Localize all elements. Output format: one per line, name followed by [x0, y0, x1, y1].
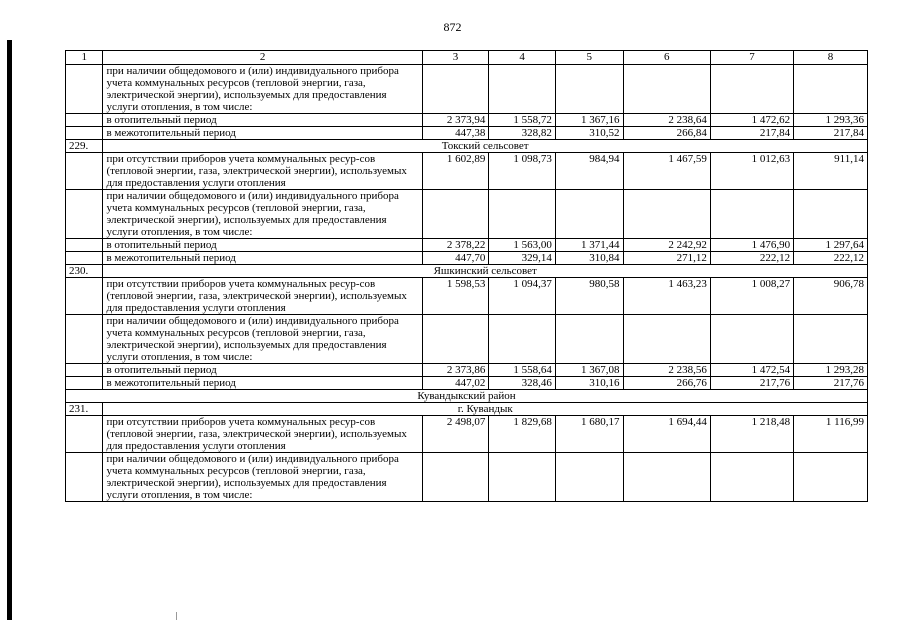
section-title: Яшкинский сельсовет — [103, 265, 868, 278]
tariff-value — [794, 65, 868, 114]
tariff-value: 1 008,27 — [710, 278, 793, 315]
column-number: 8 — [794, 51, 868, 65]
tariff-value: 217,84 — [794, 127, 868, 140]
tariff-value — [710, 453, 793, 502]
tariff-table — [65, 50, 868, 502]
tariff-value — [489, 315, 556, 364]
tariff-value — [555, 65, 623, 114]
tariff-value — [623, 190, 710, 239]
tariff-value: 1 094,37 — [489, 278, 556, 315]
row-number — [66, 377, 103, 390]
row-description: при отсутствии приборов учета коммунальных ресур-сов (тепловой энергии, газа, электрической энергии), используемых для предоставления услуги отопления — [103, 416, 422, 453]
tariff-value: 2 378,22 — [422, 239, 489, 252]
row-number: 231. — [66, 403, 103, 416]
row-description: в отопительный период — [103, 364, 422, 377]
tariff-value: 1 098,73 — [489, 153, 556, 190]
tariff-value: 1 476,90 — [710, 239, 793, 252]
tariff-value: 1 602,89 — [422, 153, 489, 190]
tariff-value — [422, 65, 489, 114]
row-number — [66, 190, 103, 239]
tariff-value — [623, 65, 710, 114]
tariff-value: 1 558,72 — [489, 114, 556, 127]
row-description: при отсутствии приборов учета коммунальных ресур-сов (тепловой энергии, газа, электрической энергии), используемых для предоставления услуги отопления — [103, 153, 422, 190]
tariff-value: 1 116,99 — [794, 416, 868, 453]
tariff-value — [623, 315, 710, 364]
tariff-value: 329,14 — [489, 252, 556, 265]
table-row — [66, 153, 868, 190]
tariff-value: 1 293,36 — [794, 114, 868, 127]
row-description: в отопительный период — [103, 239, 422, 252]
tariff-value: 217,84 — [710, 127, 793, 140]
tariff-value: 328,46 — [489, 377, 556, 390]
row-number — [66, 114, 103, 127]
row-number — [66, 153, 103, 190]
table-row — [66, 315, 868, 364]
tariff-value: 906,78 — [794, 278, 868, 315]
table-row — [66, 278, 868, 315]
section-row — [66, 403, 868, 416]
row-description: в межотопительный период — [103, 377, 422, 390]
table-row — [66, 453, 868, 502]
tariff-value: 2 242,92 — [623, 239, 710, 252]
tariff-value: 2 238,64 — [623, 114, 710, 127]
tariff-value — [794, 190, 868, 239]
tariff-value — [422, 315, 489, 364]
tariff-value: 2 498,07 — [422, 416, 489, 453]
row-number — [66, 127, 103, 140]
tariff-value — [794, 453, 868, 502]
tariff-value: 1 293,28 — [794, 364, 868, 377]
tariff-value: 310,84 — [555, 252, 623, 265]
row-number — [66, 278, 103, 315]
tariff-value: 2 373,86 — [422, 364, 489, 377]
column-number: 2 — [103, 51, 422, 65]
row-description: при наличии общедомового и (или) индивидуального прибора учета коммунальных ресурсов (тепловой энергии, газа, электрической энергии), используемых для предоставления услуги отопления, в том числе: — [103, 453, 422, 502]
row-number — [66, 315, 103, 364]
row-description: в межотопительный период — [103, 127, 422, 140]
tariff-value — [555, 190, 623, 239]
row-number: 230. — [66, 265, 103, 278]
tariff-value: 1 367,08 — [555, 364, 623, 377]
tariff-value: 1 367,16 — [555, 114, 623, 127]
tariff-value — [422, 190, 489, 239]
row-number — [66, 364, 103, 377]
table-row — [66, 190, 868, 239]
row-number — [66, 453, 103, 502]
tariff-value: 1 829,68 — [489, 416, 556, 453]
row-description: в отопительный период — [103, 114, 422, 127]
tariff-value: 2 373,94 — [422, 114, 489, 127]
column-number: 1 — [66, 51, 103, 65]
tariff-value — [794, 315, 868, 364]
tariff-value: 310,52 — [555, 127, 623, 140]
page-number: 872 — [443, 20, 462, 34]
tariff-value: 1 218,48 — [710, 416, 793, 453]
tariff-value: 447,02 — [422, 377, 489, 390]
tariff-value: 1 563,00 — [489, 239, 556, 252]
tariff-value — [710, 315, 793, 364]
column-number-row — [66, 51, 868, 65]
district-row — [66, 390, 868, 403]
scan-edge-bar — [7, 40, 12, 620]
tariff-value: 2 238,56 — [623, 364, 710, 377]
tariff-value: 217,76 — [794, 377, 868, 390]
section-title: Токский сельсовет — [103, 140, 868, 153]
column-number: 7 — [710, 51, 793, 65]
scan-mark — [176, 612, 177, 620]
row-description: при наличии общедомового и (или) индивидуального прибора учета коммунальных ресурсов (тепловой энергии, газа, электрической энергии), используемых для предоставления услуги отопления, в том числе: — [103, 190, 422, 239]
table-row — [66, 127, 868, 140]
tariff-value: 266,76 — [623, 377, 710, 390]
section-title: г. Кувандык — [103, 403, 868, 416]
tariff-table-body — [66, 51, 868, 502]
district-title: Кувандыкский район — [66, 390, 868, 403]
tariff-value: 222,12 — [794, 252, 868, 265]
row-number — [66, 65, 103, 114]
tariff-value — [710, 65, 793, 114]
table-row — [66, 65, 868, 114]
tariff-value — [489, 190, 556, 239]
column-number: 6 — [623, 51, 710, 65]
tariff-value: 1 467,59 — [623, 153, 710, 190]
table-row — [66, 416, 868, 453]
tariff-value: 1 297,64 — [794, 239, 868, 252]
tariff-value: 1 680,17 — [555, 416, 623, 453]
tariff-value: 1 463,23 — [623, 278, 710, 315]
tariff-value: 911,14 — [794, 153, 868, 190]
tariff-value: 1 598,53 — [422, 278, 489, 315]
row-description: в межотопительный период — [103, 252, 422, 265]
tariff-value: 328,82 — [489, 127, 556, 140]
tariff-value: 1 472,62 — [710, 114, 793, 127]
tariff-value — [489, 453, 556, 502]
tariff-value: 1 012,63 — [710, 153, 793, 190]
row-description: при отсутствии приборов учета коммунальных ресур-сов (тепловой энергии, газа, электрической энергии), используемых для предоставления услуги отопления — [103, 278, 422, 315]
table-row — [66, 252, 868, 265]
tariff-value: 266,84 — [623, 127, 710, 140]
row-number — [66, 239, 103, 252]
tariff-value — [555, 453, 623, 502]
tariff-value: 984,94 — [555, 153, 623, 190]
row-description: при наличии общедомового и (или) индивидуального прибора учета коммунальных ресурсов (тепловой энергии, газа, электрической энергии), используемых для предоставления услуги отопления, в том числе: — [103, 65, 422, 114]
column-number: 4 — [489, 51, 556, 65]
tariff-value — [555, 315, 623, 364]
tariff-value: 1 694,44 — [623, 416, 710, 453]
table-row — [66, 377, 868, 390]
section-row — [66, 265, 868, 278]
tariff-value: 217,76 — [710, 377, 793, 390]
tariff-value — [422, 453, 489, 502]
section-row — [66, 140, 868, 153]
tariff-value — [623, 453, 710, 502]
tariff-value: 1 472,54 — [710, 364, 793, 377]
tariff-value: 1 371,44 — [555, 239, 623, 252]
tariff-value: 310,16 — [555, 377, 623, 390]
table-row — [66, 114, 868, 127]
row-description: при наличии общедомового и (или) индивидуального прибора учета коммунальных ресурсов (тепловой энергии, газа, электрической энергии), используемых для предоставления услуги отопления, в том числе: — [103, 315, 422, 364]
tariff-value: 271,12 — [623, 252, 710, 265]
tariff-value: 222,12 — [710, 252, 793, 265]
tariff-value: 1 558,64 — [489, 364, 556, 377]
column-number: 5 — [555, 51, 623, 65]
tariff-value — [710, 190, 793, 239]
tariff-value: 980,58 — [555, 278, 623, 315]
row-number — [66, 416, 103, 453]
table-row — [66, 364, 868, 377]
tariff-value: 447,38 — [422, 127, 489, 140]
table-row — [66, 239, 868, 252]
tariff-value: 447,70 — [422, 252, 489, 265]
tariff-value — [489, 65, 556, 114]
row-number: 229. — [66, 140, 103, 153]
row-number — [66, 252, 103, 265]
column-number: 3 — [422, 51, 489, 65]
